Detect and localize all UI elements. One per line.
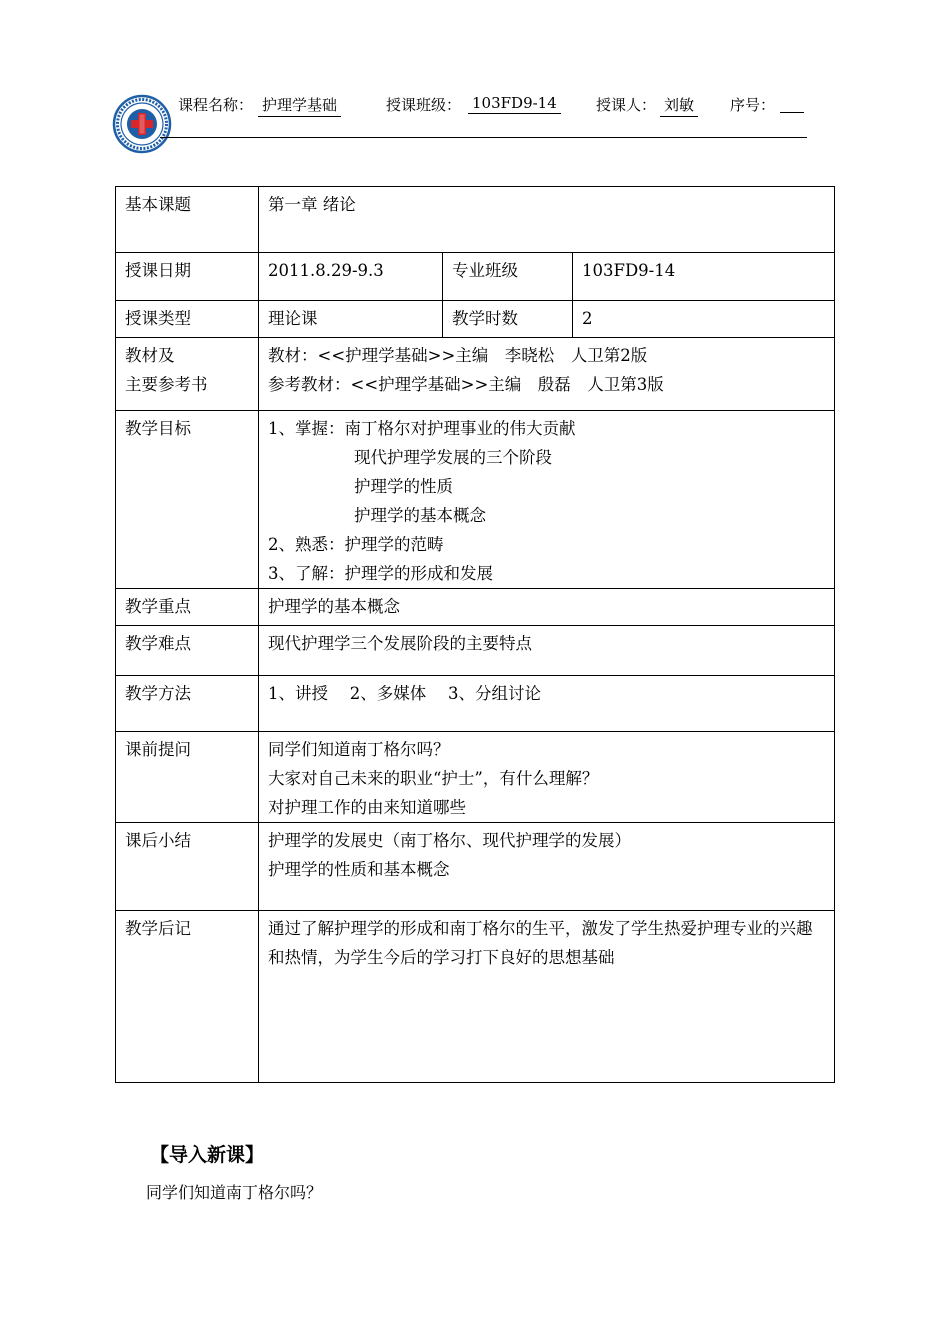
major-value: 103FD9-14 (573, 253, 835, 301)
teacher-value: 刘敏 (660, 94, 698, 117)
date-value: 2011.8.29-9.3 (259, 253, 443, 301)
teacher-label: 授课人： (596, 96, 657, 114)
books-line: 教材：<<护理学基础>>主编 李晓松 人卫第2版 (268, 346, 648, 365)
summary-line: 护理学的性质和基本概念 (268, 860, 450, 879)
type-value: 理论课 (259, 301, 443, 338)
row-pre-questions (116, 732, 835, 823)
goal-line: 3、了解：护理学的形成和发展 (268, 564, 493, 583)
goals-value (259, 411, 835, 589)
goal-line: 护理学的基本概念 (354, 506, 486, 525)
row-key-point (116, 589, 835, 626)
date-label: 授课日期 (116, 253, 259, 301)
key-point-label: 教学重点 (116, 589, 259, 626)
row-reflection (116, 911, 835, 1083)
header-rule (160, 137, 807, 138)
goal-line: 2、熟悉：护理学的范畴 (268, 535, 444, 554)
summary-value (259, 823, 835, 911)
row-difficulty (116, 626, 835, 676)
books-label-line: 教材及 (125, 346, 175, 365)
summary-line: 护理学的发展史（南丁格尔、现代护理学的发展） (268, 831, 631, 850)
reflection-label: 教学后记 (116, 911, 259, 1083)
pre-question-line: 对护理工作的由来知道哪些 (268, 798, 466, 817)
reflection-value: 通过了解护理学的形成和南丁格尔的生平，激发了学生热爱护理专业的兴趣和热情，为学生今后的学习打下良好的思想基础 (259, 911, 835, 1083)
pre-questions-value (259, 732, 835, 823)
row-summary (116, 823, 835, 911)
method-label: 教学方法 (116, 676, 259, 732)
sequence-label: 序号： (730, 96, 776, 114)
difficulty-value: 现代护理学三个发展阶段的主要特点 (259, 626, 835, 676)
row-method (116, 676, 835, 732)
hours-label: 教学时数 (443, 301, 573, 338)
books-label (116, 338, 259, 411)
row-goals (116, 411, 835, 589)
school-logo-icon (112, 94, 172, 154)
difficulty-label: 教学难点 (116, 626, 259, 676)
goal-line: 护理学的性质 (354, 477, 453, 496)
topic-value: 第一章 绪论 (259, 187, 835, 253)
row-books (116, 338, 835, 411)
key-point-value: 护理学的基本概念 (259, 589, 835, 626)
books-line: 参考教材：<<护理学基础>>主编 殷磊 人卫第3版 (268, 375, 664, 394)
row-date (116, 253, 835, 301)
books-value (259, 338, 835, 411)
section-title: 【导入新课】 (150, 1144, 265, 1166)
goal-line: 1、掌握：南丁格尔对护理事业的伟大贡献 (268, 419, 576, 438)
class-value: 103FD9-14 (468, 94, 561, 114)
section-text: 同学们知道南丁格尔吗？ (146, 1183, 323, 1202)
major-label: 专业班级 (443, 253, 573, 301)
pre-questions-label: 课前提问 (116, 732, 259, 823)
method-value: 1、讲授 2、多媒体 3、分组讨论 (259, 676, 835, 732)
goal-line: 现代护理学发展的三个阶段 (354, 448, 552, 467)
page-header (178, 94, 808, 118)
pre-question-line: 同学们知道南丁格尔吗？ (268, 740, 450, 759)
pre-question-line: 大家对自己未来的职业“护士”，有什么理解？ (268, 769, 599, 788)
class-label: 授课班级： (386, 96, 462, 114)
hours-value: 2 (573, 301, 835, 338)
course-name-label: 课程名称： (178, 96, 254, 114)
goals-label: 教学目标 (116, 411, 259, 589)
row-type (116, 301, 835, 338)
books-label-line: 主要参考书 (125, 375, 208, 394)
course-name-value: 护理学基础 (258, 94, 341, 117)
lesson-plan-table (115, 186, 835, 1083)
summary-label: 课后小结 (116, 823, 259, 911)
sequence-value (780, 94, 804, 113)
topic-label: 基本课题 (116, 187, 259, 253)
row-topic (116, 187, 835, 253)
type-label: 授课类型 (116, 301, 259, 338)
